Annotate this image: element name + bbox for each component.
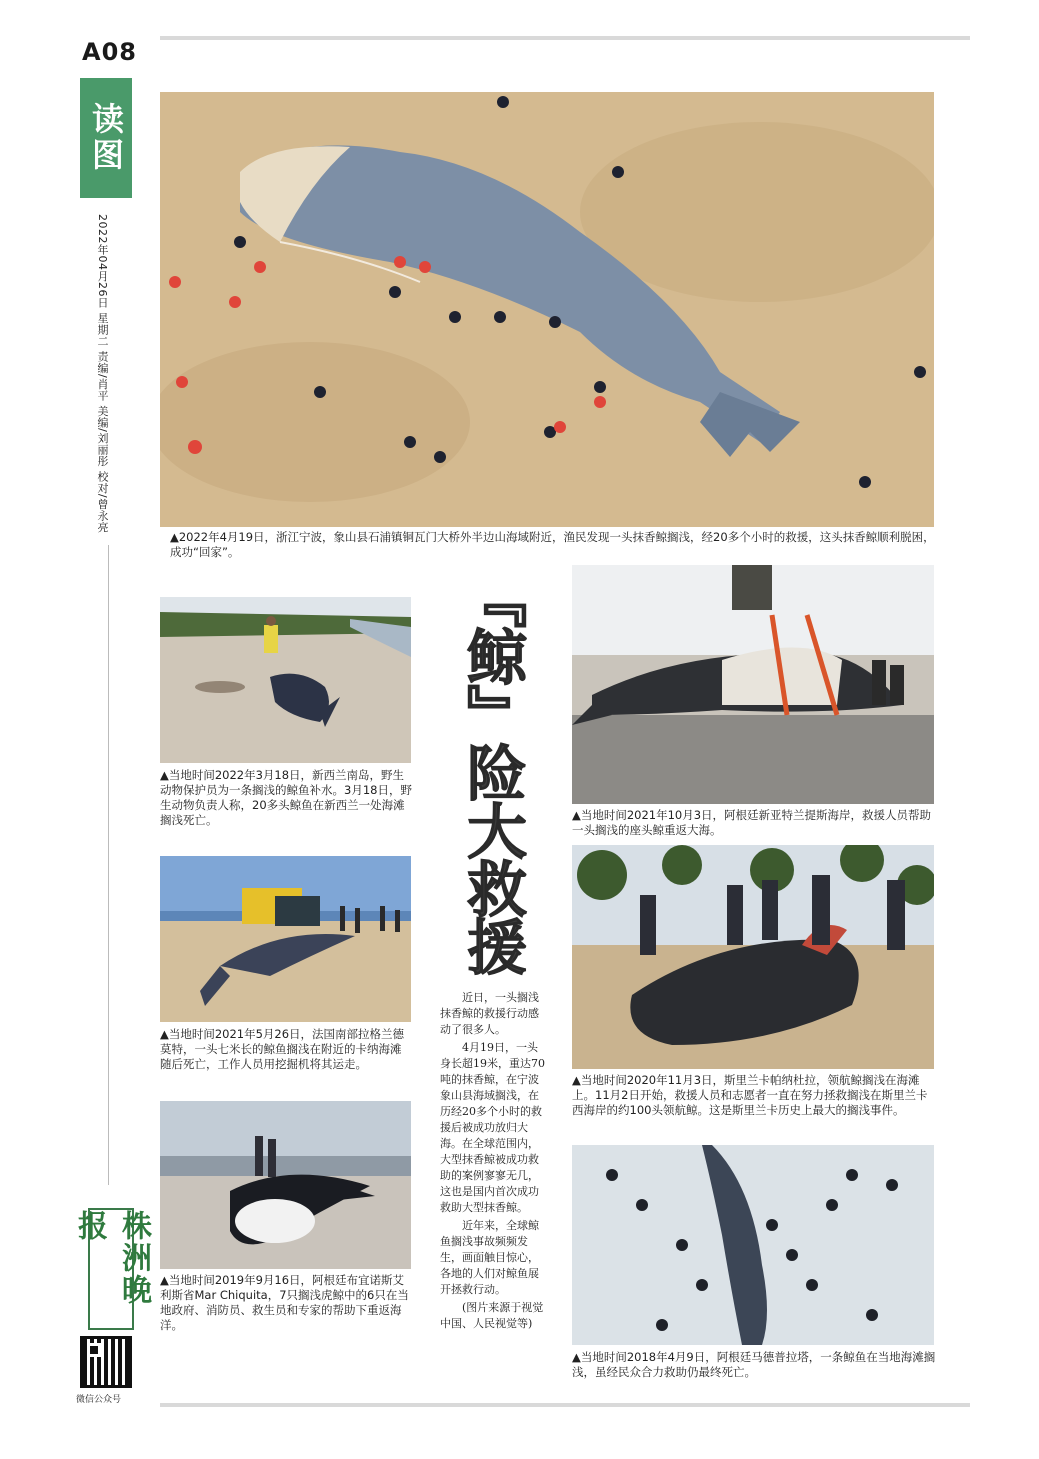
article-paragraph: 近日，一头搁浅抹香鲸的救援行动感动了很多人。 bbox=[440, 991, 539, 1036]
caption-argentina-humpback: ▲当地时间2021年10月3日，阿根廷新亚特兰提斯海岸，救援人员帮助一头搁浅的座头鲸重返大海。 bbox=[572, 808, 932, 837]
edition-credit: 2022年04月26日 星期二 责编/肖平 美编/刘丽彤 校对/曾永亮 bbox=[96, 214, 109, 533]
photo-main-sperm-whale bbox=[160, 92, 934, 527]
sidebar-divider bbox=[108, 545, 109, 1185]
qr-label: 微信公众号 bbox=[76, 1395, 122, 1405]
caption-new-zealand: ▲当地时间2022年3月18日，新西兰南岛，野生动物保护员为一条搁浅的鲸鱼补水。3月18日，野生动物负责人称，20多头鲸鱼在新西兰一处海滩搁浅死亡。 bbox=[160, 768, 412, 827]
article-paragraph: 近年来，全球鲸鱼搁浅事故频频发生，画面触目惊心，各地的人们对鲸鱼展开拯救行动。 bbox=[440, 1219, 539, 1296]
caption-sri-lanka: ▲当地时间2020年11月3日，斯里兰卡帕纳杜拉，领航鲸搁浅在海滩上。11月2日开始，救援人员和志愿者一直在努力拯救搁浅在斯里兰卡西海岸的约100头领航鲸。这是斯里兰卡历史上最大的搁浅事件。 bbox=[572, 1073, 928, 1117]
newspaper-logo: 株洲晚报 bbox=[88, 1208, 134, 1330]
article-source-note: (图片来源于视觉中国、人民视觉等) bbox=[440, 1301, 544, 1330]
headline: 『鲸』险大救援 bbox=[457, 568, 527, 974]
caption-argentina-orca: ▲当地时间2019年9月16日，阿根廷布宜诺斯艾利斯省Mar Chiquita，7只搁浅虎鲸中的6只在当地政府、消防员、救生员和专家的帮助下重返海洋。 bbox=[160, 1273, 409, 1332]
caption-main: ▲2022年4月19日，浙江宁波，象山县石浦镇铜瓦门大桥外半边山海域附近，渔民发现一头抹香鲸搁浅，经20多个小时的救援，这头抹香鲸顺利脱困，成功“回家”。 bbox=[170, 530, 935, 559]
caption-mar-del-plata: ▲当地时间2018年4月9日，阿根廷马德普拉塔，一条鲸鱼在当地海滩搁浅，虽经民众合力救助仍最终死亡。 bbox=[572, 1350, 936, 1379]
section-label: 读图 bbox=[87, 102, 125, 174]
photo-new-zealand bbox=[160, 597, 411, 763]
caption-france: ▲当地时间2021年5月26日，法国南部拉格兰德莫特，一头七米长的鲸鱼搁浅在附近的卡纳海滩随后死亡，工作人员用挖掘机将其运走。 bbox=[160, 1027, 405, 1071]
photo-argentina-orca bbox=[160, 1101, 411, 1269]
photo-france bbox=[160, 856, 411, 1022]
article-paragraph: 4月19日，一头身长超19米，重达70吨的抹香鲸，在宁波象山县海域搁浅，在历经20多个小时的救援后被成功放归大海。在全球范围内，大型抹香鲸被成功救助的案例寥寥无几，这也是国内首次成功救助大型抹香鲸。 bbox=[440, 1041, 545, 1214]
section-tab bbox=[80, 78, 132, 198]
photo-sri-lanka bbox=[572, 845, 934, 1069]
photo-argentina-humpback bbox=[572, 565, 934, 804]
article-body bbox=[440, 990, 548, 1334]
page-number: A08 bbox=[82, 38, 137, 66]
qr-code[interactable] bbox=[80, 1336, 132, 1388]
photo-mar-del-plata bbox=[572, 1145, 934, 1345]
top-rule bbox=[160, 36, 970, 40]
bottom-rule bbox=[160, 1403, 970, 1407]
